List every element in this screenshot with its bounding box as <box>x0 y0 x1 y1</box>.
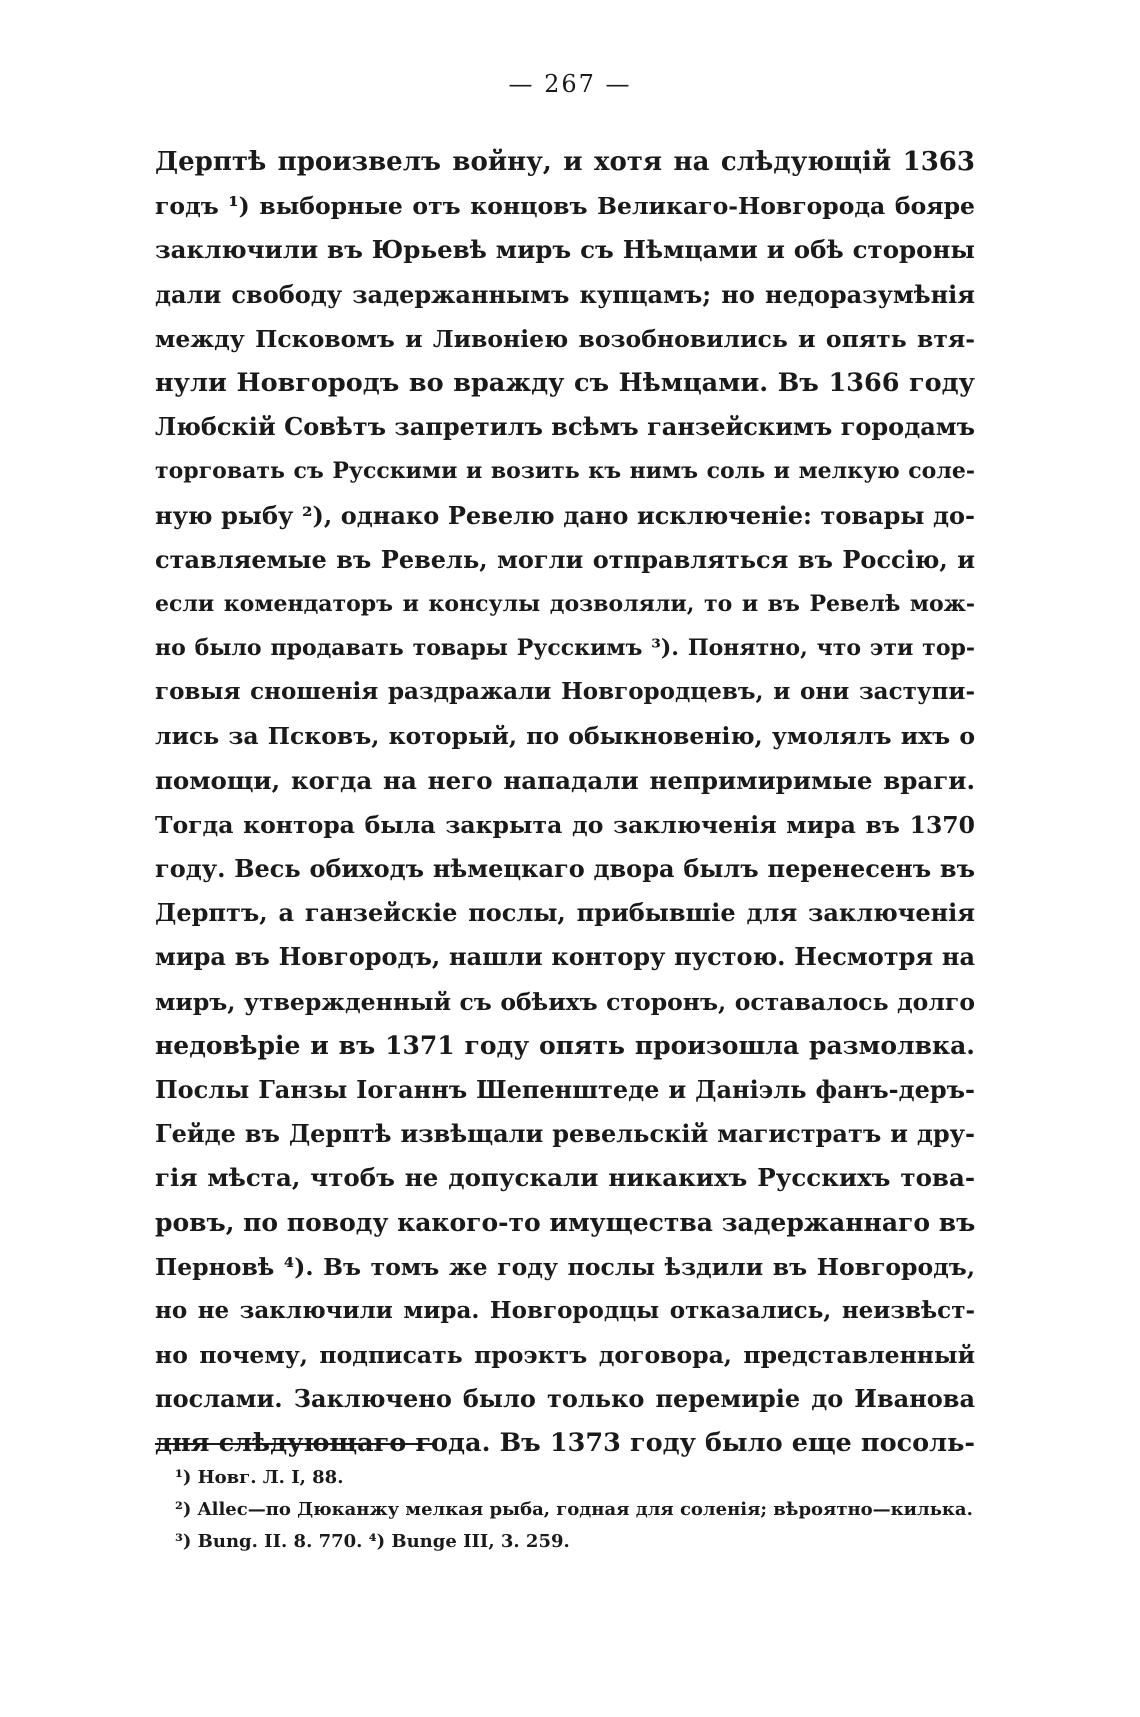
text-line: между Псковомъ и Ливоніею возобновились и опять втя- <box>155 324 975 353</box>
text-line: но почему, подписать проэктъ договора, представленный <box>155 1341 975 1370</box>
page-number: — 267 — <box>508 70 632 98</box>
text-line: дня слѣдующаго года. Въ 1373 году было еще посоль- <box>155 1428 975 1459</box>
text-line: заключили въ Юрьевѣ миръ съ Нѣмцами и обѣ стороны <box>155 235 975 265</box>
text-line: помощи, когда на него нападали непримиримые враги. <box>155 765 975 795</box>
text-line: послами. Заключено было только перемиріе до Иванова <box>155 1384 975 1414</box>
text-line: мира въ Новгородъ, нашли контору пустою. Несмотря на <box>155 942 975 972</box>
text-line: но было продавать товары Русскимъ ³). Понятно, что эти тор- <box>155 635 975 662</box>
text-line: Гейде въ Дерптѣ извѣщали ревельскій магистратъ и дру- <box>155 1119 975 1149</box>
text-line: миръ, утвержденный съ обѣихъ сторонъ, оставалось долго <box>155 987 975 1016</box>
text-line: но не заключили мира. Новгородцы отказались, неизвѣст- <box>155 1296 975 1324</box>
text-line: Дерптѣ произвелъ войну, и хотя на слѣдующій 1363 <box>155 147 975 177</box>
text-line: нули Новгородъ во вражду съ Нѣмцами. Въ 1366 году <box>155 367 975 398</box>
text-line: торговать съ Русскими и возить къ нимъ соль и мелкую соле- <box>155 458 975 485</box>
text-line: гія мѣста, чтобъ не допускали никакихъ Русскихъ това- <box>155 1163 975 1193</box>
footnotes <box>175 1462 975 1558</box>
text-line: Дерптъ, а ганзейскіе послы, прибывшіе для заключенія <box>155 898 975 928</box>
text-line: годъ ¹) выборные отъ концовъ Великаго-Новгорода бояре <box>155 192 975 221</box>
footnote-divider <box>155 1443 435 1445</box>
text-line: ставляемые въ Ревель, могли отправляться въ Россію, и <box>155 544 975 574</box>
footnote: ³) Bung. II. 8. 770. ⁴) Bunge III, 3. 259. <box>175 1531 570 1552</box>
footnote: ²) Allec—по Дюканжу мелкая рыба, годная для соленія; вѣроятно—килька. <box>175 1499 973 1520</box>
text-line: недовѣріе и въ 1371 году опять произошла размолвка. <box>155 1030 975 1060</box>
text-line: Тогда контора была закрыта до заключенія мира въ 1370 <box>155 810 975 839</box>
text-line: году. Весь обиходъ нѣмецкаго двора былъ перенесенъ въ <box>155 854 975 883</box>
text-line: лись за Псковъ, который, по обыкновенію, умолялъ ихъ о <box>155 722 975 751</box>
footnote: ¹) Новг. Л. I, 88. <box>175 1467 344 1488</box>
text-line: Перновѣ ⁴). Въ томъ же году послы ѣздили въ Новгородъ, <box>155 1252 975 1281</box>
text-line: ровъ, по поводу какого-то имущества задержаннаго въ <box>155 1207 976 1237</box>
text-line: ную рыбу ²), однако Ревелю дано исключеніе: товары до- <box>155 500 975 530</box>
text-line: если комендаторъ и консулы дозволяли, то и въ Ревелѣ мож- <box>155 590 975 617</box>
text-line: Послы Ганзы Іоганнъ Шепенштеде и Даніэль фанъ-деръ- <box>155 1074 975 1104</box>
text-line: Любскій Совѣтъ запретилъ всѣмъ ганзейскимъ городамъ <box>155 412 975 442</box>
text-line: говыя сношенія раздражали Новгородцевъ, и они заступи- <box>155 678 975 706</box>
text-line: дали свободу задержаннымъ купцамъ; но недоразумѣнія <box>155 279 975 309</box>
body-text <box>155 140 975 1466</box>
